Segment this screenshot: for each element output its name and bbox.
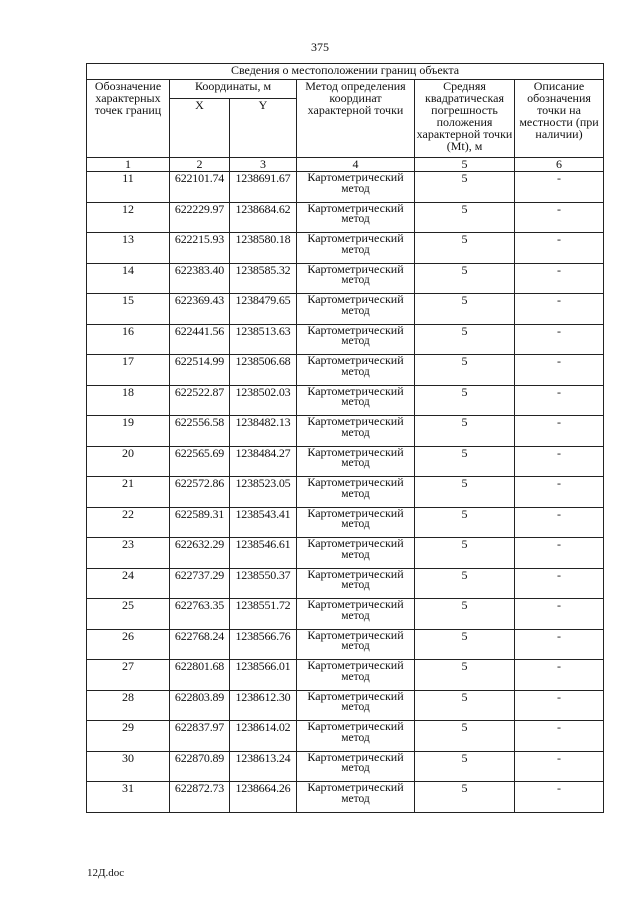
description-cell: - <box>515 629 604 660</box>
description-cell: - <box>515 507 604 538</box>
x-coordinate-cell: 622556.58 <box>170 416 230 447</box>
method-text: Картометрический <box>307 537 404 550</box>
accuracy-cell: 5 <box>415 721 515 752</box>
accuracy-cell: 5 <box>415 446 515 477</box>
accuracy-cell: 5 <box>415 751 515 782</box>
x-coordinate-cell: 622768.24 <box>170 629 230 660</box>
table-row <box>87 202 604 233</box>
method-text-line2: метод <box>341 548 370 561</box>
method-text: Картометрический <box>307 568 404 581</box>
accuracy-cell: 5 <box>415 202 515 233</box>
table-row <box>87 538 604 569</box>
x-coordinate-cell: 622837.97 <box>170 721 230 752</box>
point-id-cell: 31 <box>87 782 170 813</box>
point-id-cell: 28 <box>87 690 170 721</box>
description-cell: - <box>515 385 604 416</box>
method-cell <box>297 568 415 599</box>
method-text-line2: метод <box>341 243 370 256</box>
accuracy-cell: 5 <box>415 660 515 691</box>
boundary-coordinates-table <box>86 63 604 813</box>
method-cell <box>297 263 415 294</box>
method-text: Картометрический <box>307 263 404 276</box>
x-coordinate-cell: 622514.99 <box>170 355 230 386</box>
method-cell <box>297 721 415 752</box>
description-cell: - <box>515 568 604 599</box>
method-text-line2: метод <box>341 396 370 408</box>
y-coordinate-cell: 1238612.30 <box>230 690 297 721</box>
accuracy-cell: 5 <box>415 294 515 325</box>
point-id-cell: 27 <box>87 660 170 691</box>
method-text-line2: метод <box>341 579 370 591</box>
y-coordinate-cell: 1238585.32 <box>230 263 297 294</box>
method-text-line2: метод <box>341 670 370 683</box>
method-cell <box>297 355 415 386</box>
method-text: Картометрический <box>307 507 404 520</box>
column-number: 3 <box>230 158 297 172</box>
accuracy-cell: 5 <box>415 629 515 660</box>
y-coordinate-cell: 1238614.02 <box>230 721 297 752</box>
x-coordinate-cell: 622215.93 <box>170 233 230 264</box>
y-coordinate-cell: 1238550.37 <box>230 568 297 599</box>
table-row <box>87 446 604 477</box>
method-text: Картометрический <box>307 446 404 459</box>
y-coordinate-cell: 1238482.13 <box>230 416 297 447</box>
table-body <box>87 172 604 813</box>
y-coordinate-cell: 1238502.03 <box>230 385 297 416</box>
method-cell <box>297 202 415 233</box>
table-row <box>87 355 604 386</box>
method-text-line2: метод <box>341 182 370 195</box>
method-cell <box>297 416 415 447</box>
table-row <box>87 751 604 782</box>
table-row <box>87 263 604 294</box>
table-row <box>87 507 604 538</box>
x-coordinate-cell: 622737.29 <box>170 568 230 599</box>
description-cell: - <box>515 233 604 264</box>
table-row <box>87 324 604 355</box>
accuracy-cell: 5 <box>415 477 515 508</box>
column-number-row <box>87 158 604 172</box>
method-text-line2: метод <box>341 426 370 439</box>
method-cell <box>297 324 415 355</box>
method-text-line2: метод <box>341 213 370 225</box>
header-accuracy: Средняя квадратическая погрешность положения характерной точки (Mt), м <box>415 80 515 158</box>
method-text: Картометрический <box>307 629 404 642</box>
y-coordinate-cell: 1238566.01 <box>230 660 297 691</box>
description-cell: - <box>515 599 604 630</box>
description-cell: - <box>515 751 604 782</box>
method-text: Картометрический <box>307 202 404 215</box>
description-cell: - <box>515 263 604 294</box>
column-number: 6 <box>515 158 604 172</box>
point-id-cell: 23 <box>87 538 170 569</box>
method-text-line2: метод <box>341 487 370 500</box>
method-cell <box>297 385 415 416</box>
method-text-line2: метод <box>341 792 370 805</box>
method-text: Картометрический <box>307 232 404 245</box>
x-coordinate-cell: 622522.87 <box>170 385 230 416</box>
header-x: X <box>170 99 230 158</box>
method-cell <box>297 233 415 264</box>
y-coordinate-cell: 1238523.05 <box>230 477 297 508</box>
column-number: 5 <box>415 158 515 172</box>
method-cell <box>297 782 415 813</box>
point-id-cell: 20 <box>87 446 170 477</box>
table-row <box>87 660 604 691</box>
accuracy-cell: 5 <box>415 568 515 599</box>
y-coordinate-cell: 1238543.41 <box>230 507 297 538</box>
method-text: Картометрический <box>307 598 404 611</box>
method-cell <box>297 172 415 203</box>
method-text-line2: метод <box>341 457 370 469</box>
table-row <box>87 294 604 325</box>
x-coordinate-cell: 622369.43 <box>170 294 230 325</box>
description-cell: - <box>515 782 604 813</box>
accuracy-cell: 5 <box>415 233 515 264</box>
x-coordinate-cell: 622441.56 <box>170 324 230 355</box>
method-text-line2: метод <box>341 335 370 347</box>
x-coordinate-cell: 622870.89 <box>170 751 230 782</box>
point-id-cell: 18 <box>87 385 170 416</box>
point-id-cell: 29 <box>87 721 170 752</box>
point-id-cell: 12 <box>87 202 170 233</box>
header-description: Описание обозначения точки на местности (при наличии) <box>515 80 604 158</box>
method-text: Картометрический <box>307 171 404 184</box>
point-id-cell: 15 <box>87 294 170 325</box>
point-id-cell: 13 <box>87 233 170 264</box>
method-text: Картометрический <box>307 476 404 489</box>
accuracy-cell: 5 <box>415 324 515 355</box>
x-coordinate-cell: 622101.74 <box>170 172 230 203</box>
x-coordinate-cell: 622632.29 <box>170 538 230 569</box>
point-id-cell: 16 <box>87 324 170 355</box>
method-cell <box>297 660 415 691</box>
method-cell <box>297 751 415 782</box>
method-text-line2: метод <box>341 701 370 713</box>
method-text: Картометрический <box>307 354 404 367</box>
method-text: Картометрический <box>307 720 404 733</box>
description-cell: - <box>515 416 604 447</box>
point-id-cell: 14 <box>87 263 170 294</box>
accuracy-cell: 5 <box>415 355 515 386</box>
method-text-line2: метод <box>341 640 370 652</box>
x-coordinate-cell: 622572.86 <box>170 477 230 508</box>
table-row <box>87 599 604 630</box>
page-number: 375 <box>311 40 329 54</box>
method-text-line2: метод <box>341 518 370 530</box>
x-coordinate-cell: 622229.97 <box>170 202 230 233</box>
method-text-line2: метод <box>341 609 370 622</box>
table-row <box>87 233 604 264</box>
accuracy-cell: 5 <box>415 538 515 569</box>
point-id-cell: 24 <box>87 568 170 599</box>
method-text: Картометрический <box>307 751 404 764</box>
header-coordinates: Координаты, м <box>170 80 297 99</box>
table-row <box>87 690 604 721</box>
description-cell: - <box>515 446 604 477</box>
point-id-cell: 25 <box>87 599 170 630</box>
point-id-cell: 26 <box>87 629 170 660</box>
table-row <box>87 721 604 752</box>
y-coordinate-cell: 1238580.18 <box>230 233 297 264</box>
accuracy-cell: 5 <box>415 416 515 447</box>
method-text-line2: метод <box>341 274 370 286</box>
method-text-line2: метод <box>341 731 370 744</box>
accuracy-cell: 5 <box>415 385 515 416</box>
table-row <box>87 385 604 416</box>
y-coordinate-cell: 1238551.72 <box>230 599 297 630</box>
x-coordinate-cell: 622801.68 <box>170 660 230 691</box>
accuracy-cell: 5 <box>415 782 515 813</box>
method-text-line2: метод <box>341 365 370 378</box>
table-row <box>87 782 604 813</box>
accuracy-cell: 5 <box>415 690 515 721</box>
table-row <box>87 477 604 508</box>
description-cell: - <box>515 660 604 691</box>
point-id-cell: 17 <box>87 355 170 386</box>
point-id-cell: 21 <box>87 477 170 508</box>
y-coordinate-cell: 1238484.27 <box>230 446 297 477</box>
description-cell: - <box>515 690 604 721</box>
point-id-cell: 30 <box>87 751 170 782</box>
y-coordinate-cell: 1238479.65 <box>230 294 297 325</box>
x-coordinate-cell: 622872.73 <box>170 782 230 813</box>
description-cell: - <box>515 355 604 386</box>
x-coordinate-cell: 622589.31 <box>170 507 230 538</box>
x-coordinate-cell: 622383.40 <box>170 263 230 294</box>
y-coordinate-cell: 1238684.62 <box>230 202 297 233</box>
method-cell <box>297 690 415 721</box>
table-row <box>87 172 604 203</box>
method-cell <box>297 294 415 325</box>
table-title: Сведения о местоположении границ объекта <box>87 64 604 80</box>
header-y: Y <box>230 99 297 158</box>
accuracy-cell: 5 <box>415 172 515 203</box>
description-cell: - <box>515 172 604 203</box>
y-coordinate-cell: 1238513.63 <box>230 324 297 355</box>
column-number: 2 <box>170 158 230 172</box>
header-method: Метод определения координат характерной точки <box>297 80 415 158</box>
method-text: Картометрический <box>307 415 404 428</box>
method-text: Картометрический <box>307 385 404 398</box>
accuracy-cell: 5 <box>415 599 515 630</box>
method-cell <box>297 477 415 508</box>
x-coordinate-cell: 622803.89 <box>170 690 230 721</box>
method-text: Картометрический <box>307 781 404 794</box>
x-coordinate-cell: 622763.35 <box>170 599 230 630</box>
method-text: Картометрический <box>307 690 404 703</box>
point-id-cell: 19 <box>87 416 170 447</box>
method-cell <box>297 538 415 569</box>
method-text: Картометрический <box>307 324 404 337</box>
method-text-line2: метод <box>341 304 370 317</box>
table-row <box>87 629 604 660</box>
method-text: Картометрический <box>307 659 404 672</box>
method-text: Картометрический <box>307 293 404 306</box>
description-cell: - <box>515 538 604 569</box>
column-number: 4 <box>297 158 415 172</box>
description-cell: - <box>515 294 604 325</box>
y-coordinate-cell: 1238546.61 <box>230 538 297 569</box>
table-row <box>87 416 604 447</box>
header-point: Обозначение характерных точек границ <box>87 80 170 158</box>
accuracy-cell: 5 <box>415 263 515 294</box>
column-number: 1 <box>87 158 170 172</box>
point-id-cell: 22 <box>87 507 170 538</box>
method-text-line2: метод <box>341 762 370 774</box>
method-cell <box>297 629 415 660</box>
y-coordinate-cell: 1238506.68 <box>230 355 297 386</box>
method-cell <box>297 507 415 538</box>
description-cell: - <box>515 202 604 233</box>
y-coordinate-cell: 1238566.76 <box>230 629 297 660</box>
y-coordinate-cell: 1238691.67 <box>230 172 297 203</box>
method-cell <box>297 446 415 477</box>
x-coordinate-cell: 622565.69 <box>170 446 230 477</box>
point-id-cell: 11 <box>87 172 170 203</box>
accuracy-cell: 5 <box>415 507 515 538</box>
method-cell <box>297 599 415 630</box>
description-cell: - <box>515 324 604 355</box>
description-cell: - <box>515 721 604 752</box>
y-coordinate-cell: 1238613.24 <box>230 751 297 782</box>
description-cell: - <box>515 477 604 508</box>
footer-filename: 12Д.doc <box>87 867 125 879</box>
y-coordinate-cell: 1238664.26 <box>230 782 297 813</box>
table-row <box>87 568 604 599</box>
